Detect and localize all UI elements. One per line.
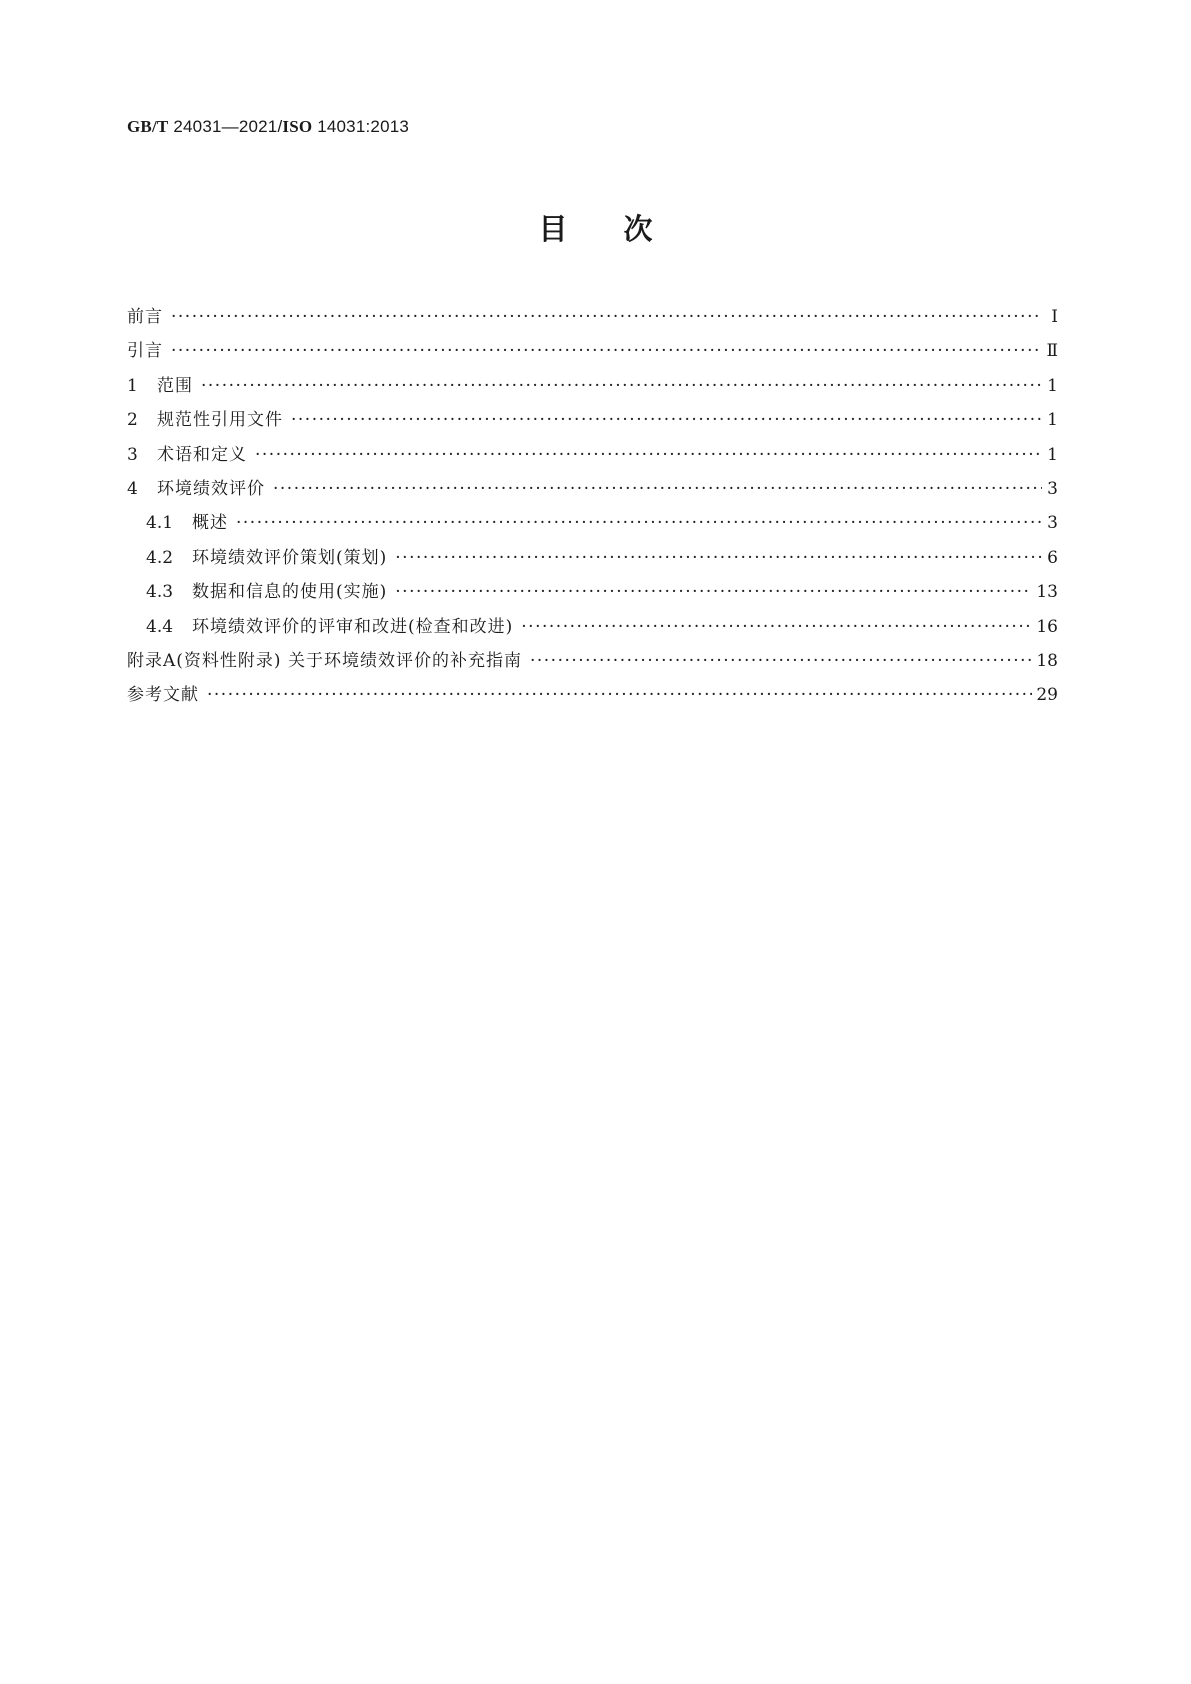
table-of-contents [127,300,1058,713]
toc-entry-label: 附录A(资料性附录) 关于环境绩效评价的补充指南 [127,650,522,671]
toc-entry-overview[interactable] [127,506,1058,540]
toc-entry-planning[interactable] [127,541,1058,575]
toc-entry-number: 4.4 [146,616,174,637]
toc-entry-annex-a[interactable] [127,644,1058,678]
toc-dot-leader [236,506,1042,540]
toc-dot-leader [255,438,1042,472]
toc-entry-number: 2 [127,410,138,431]
toc-page-number: 18 [1036,650,1058,671]
toc-entry-number: 3 [127,444,138,465]
toc-page-number: 1 [1047,375,1058,396]
page-title: 目次 [538,212,709,246]
toc-entry-introduction[interactable] [127,334,1058,368]
toc-page-number: 13 [1036,582,1058,603]
toc-page-number: 29 [1036,685,1058,706]
toc-page-number: 1 [1047,444,1058,465]
toc-dot-leader [395,541,1042,575]
toc-dot-leader [395,575,1032,609]
iso-code-number: 14031:2013 [312,117,410,136]
toc-dot-leader [171,300,1042,334]
toc-page-number: 3 [1047,478,1058,499]
toc-dot-leader [273,472,1042,506]
toc-entry-label: 环境绩效评价策划(策划) [192,547,388,568]
toc-page-number: Ⅱ [1046,341,1058,362]
toc-dot-leader [521,610,1032,644]
toc-page-number: 1 [1047,410,1058,431]
toc-entry-data-usage[interactable] [127,575,1058,609]
toc-entry-environmental-performance-evaluation[interactable] [127,472,1058,506]
toc-entry-preface[interactable] [127,300,1058,334]
toc-entry-number: 1 [127,375,138,396]
toc-entry-bibliography[interactable] [127,678,1058,712]
toc-entry-label: 规范性引用文件 [157,410,283,431]
toc-dot-leader [530,644,1032,678]
toc-entry-number: 4.1 [146,513,174,534]
toc-entry-terms-definitions[interactable] [127,438,1058,472]
toc-page-number: 6 [1047,547,1058,568]
toc-entry-label: 数据和信息的使用(实施) [192,582,388,603]
standard-code-number: 24031—2021/ [168,117,283,136]
toc-page-number: 16 [1036,616,1058,637]
standard-code-prefix: GB/T [127,117,169,136]
toc-dot-leader [207,678,1032,712]
toc-entry-label: 概述 [192,513,228,534]
iso-code-prefix: ISO [282,117,313,136]
toc-entry-number: 4.2 [146,547,174,568]
toc-entry-label: 环境绩效评价的评审和改进(检查和改进) [192,616,514,637]
toc-entry-number: 4 [127,478,138,499]
toc-dot-leader [201,369,1042,403]
standard-number-header [127,117,409,137]
toc-entry-label: 范围 [157,375,193,396]
toc-page-number: Ⅰ [1051,307,1058,327]
toc-dot-leader [171,334,1042,368]
toc-entry-label: 环境绩效评价 [157,478,265,499]
toc-entry-label: 术语和定义 [157,444,247,465]
toc-entry-scope[interactable] [127,369,1058,403]
toc-entry-review-improvement[interactable] [127,610,1058,644]
toc-entry-label: 参考文献 [127,685,199,706]
toc-entry-label: 引言 [127,341,163,362]
toc-entry-label: 前言 [127,307,163,327]
toc-entry-normative-references[interactable] [127,403,1058,437]
toc-dot-leader [291,403,1042,437]
toc-entry-number: 4.3 [146,582,174,603]
toc-page-number: 3 [1047,513,1058,534]
